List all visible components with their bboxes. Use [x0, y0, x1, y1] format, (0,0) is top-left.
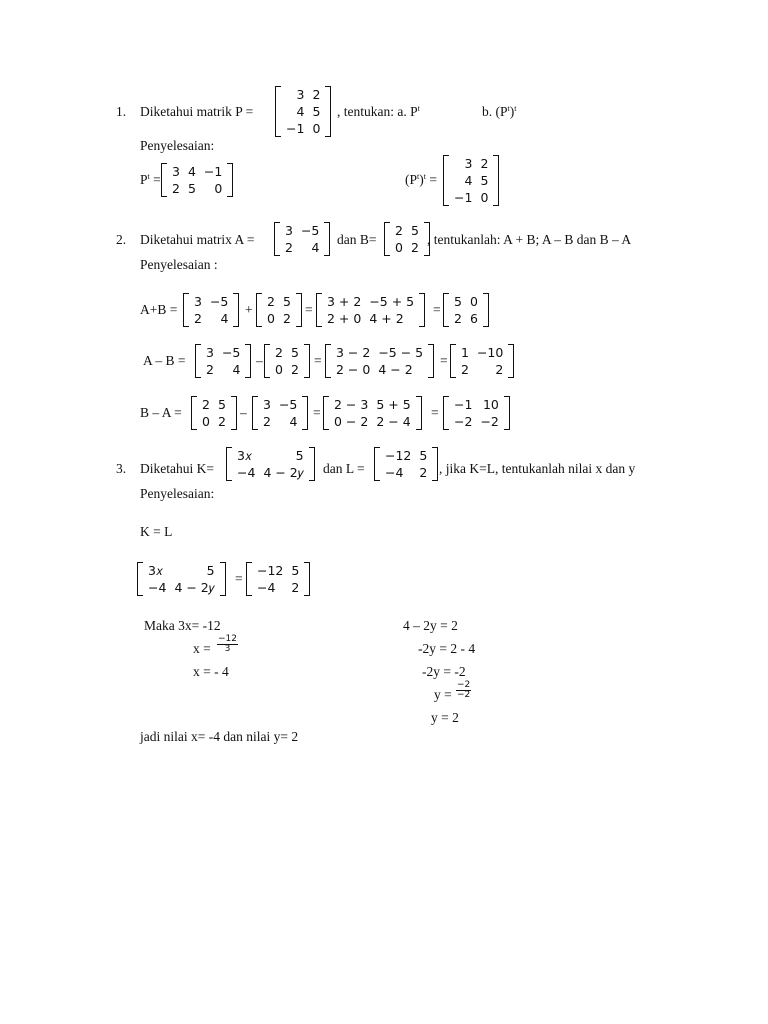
matrix-cell: 2: [410, 240, 419, 255]
matrix-cell: 3: [206, 345, 214, 360]
matrix-cell: 2 + 0: [327, 311, 362, 326]
matrix-cell: −1: [454, 397, 473, 412]
matrix-cell: −5: [221, 345, 241, 360]
bracket-left: [195, 344, 201, 378]
sum-matrix-1: [183, 293, 239, 327]
matrix-cell: 5: [291, 563, 300, 578]
matrix-cell: 5: [187, 181, 196, 196]
bracket-right: [483, 293, 489, 327]
matrix-cell: 4 − 2𝑦: [174, 580, 215, 595]
bracket-left: [246, 562, 252, 596]
bracket-right: [296, 293, 302, 327]
eq-matrix-l: [246, 562, 310, 596]
q1-number: 1.: [116, 104, 127, 119]
matrix-cell: 4: [464, 173, 473, 188]
ptt-label: $(P^t)^t$ =: [405, 172, 437, 187]
matrix-pt: [161, 163, 233, 197]
q3-text-dan: dan L =: [323, 461, 365, 476]
sum-eq-2: =: [433, 302, 441, 317]
q2-text-dan: dan B=: [337, 232, 377, 247]
bracket-left: [443, 293, 449, 327]
maka-line: Maka 3x= -12: [144, 618, 221, 633]
conclusion: jadi nilai x= -4 dan nilai y= 2: [140, 729, 299, 744]
matrix-cell: 2: [172, 181, 180, 196]
q3-text-a: Diketahui K=: [140, 461, 214, 476]
matrix-cell: −10: [476, 345, 504, 360]
matrix-cell: 0: [214, 181, 223, 196]
bma-matrix-3: [323, 396, 422, 430]
bracket-right: [325, 86, 331, 137]
matrix-l: [374, 447, 438, 481]
matrix-cell: −5: [278, 397, 298, 412]
matrix-cell: 0: [469, 294, 478, 309]
y-line-1: 4 – 2y = 2: [403, 618, 458, 633]
matrix-cell: 0: [312, 121, 321, 136]
matrix-cell: 2 − 3: [334, 397, 369, 412]
y-fraction: $\frac{-2}{-2}$: [457, 680, 471, 700]
matrix-cell: −1: [286, 121, 305, 136]
matrix-cell: 4: [289, 414, 298, 429]
bma-result: [443, 396, 510, 430]
matrix-cell: 4 − 2: [378, 362, 413, 377]
matrix-cell: 6: [469, 311, 478, 326]
bracket-right: [419, 293, 425, 327]
matrix-cell: −4: [148, 580, 167, 595]
bracket-right: [231, 396, 237, 430]
matrix-cell: 3: [172, 164, 180, 179]
bracket-left: [325, 344, 331, 378]
bracket-left: [384, 222, 390, 256]
matrix-cell: 3: [285, 223, 293, 238]
matrix-cell: 2: [206, 362, 214, 377]
matrix-cell: −5: [300, 223, 320, 238]
matrix-cell: 2: [194, 311, 202, 326]
bracket-left: [274, 222, 280, 256]
matrix-cell: 3: [296, 87, 305, 102]
matrix-cell: −2: [454, 414, 473, 429]
q1-text-before: Diketahui matrik P =: [140, 104, 254, 119]
matrix-cell: 2: [291, 580, 300, 595]
q2-number: 2.: [116, 232, 127, 247]
matrix-a: [274, 222, 330, 256]
sum-label: A+B =: [140, 302, 178, 317]
sum-op: +: [245, 302, 253, 317]
matrix-cell: −12: [257, 563, 284, 578]
matrix-cell: −12: [385, 448, 412, 463]
matrix-cell: 2: [495, 362, 504, 377]
x-result: x = - 4: [193, 664, 229, 679]
diff-matrix-2: [264, 344, 310, 378]
bracket-left: [256, 293, 262, 327]
matrix-cell: 2: [275, 345, 283, 360]
matrix-k: [226, 447, 315, 481]
bracket-right: [309, 447, 315, 481]
matrix-cell: 3: [464, 156, 473, 171]
matrix-b: [384, 222, 430, 256]
matrix-cell: 2 − 0: [336, 362, 371, 377]
matrix-cell: 2: [461, 362, 469, 377]
bracket-left: [374, 447, 380, 481]
matrix-cell: −2: [480, 414, 499, 429]
sum-eq-1: =: [305, 302, 313, 317]
bracket-left: [323, 396, 329, 430]
bracket-left: [450, 344, 456, 378]
matrix-cell: 4: [232, 362, 241, 377]
matrix-cell: 3: [194, 294, 202, 309]
matrix-cell: 5: [419, 448, 428, 463]
matrix-cell: −4: [385, 465, 404, 480]
matrix-cell: −4: [257, 580, 276, 595]
matrix-cell: 2: [454, 311, 462, 326]
matrix-cell: 2: [312, 87, 321, 102]
q3-text-end: , jika K=L, tentukanlah nilai x dan y: [439, 461, 636, 476]
matrix-cell: 0: [202, 414, 210, 429]
matrix-cell: 3 + 2: [327, 294, 362, 309]
matrix-cell: 2: [263, 414, 271, 429]
matrix-cell: 5: [312, 104, 321, 119]
diff-eq-1: =: [314, 353, 322, 368]
matrix-cell: −5 + 5: [369, 294, 415, 309]
bracket-left: [316, 293, 322, 327]
matrix-cell: 5: [295, 448, 304, 463]
matrix-cell: 4: [296, 104, 305, 119]
bracket-left: [226, 447, 232, 481]
bracket-right: [428, 344, 434, 378]
bma-matrix-1: [191, 396, 237, 430]
bma-op: –: [240, 405, 247, 420]
matrix-cell: 5 + 5: [376, 397, 411, 412]
matrix-cell: 4 + 2: [369, 311, 404, 326]
q1-part-b: b. $(P^t)^t$: [482, 104, 517, 119]
bracket-right: [432, 447, 438, 481]
matrix-cell: 10: [482, 397, 499, 412]
bracket-right: [304, 562, 310, 596]
bma-matrix-2: [252, 396, 308, 430]
matrix-cell: 0: [275, 362, 283, 377]
q3-penyelesaian: Penyelesaian:: [140, 486, 215, 501]
diff-label: A – B =: [143, 353, 186, 368]
matrix-cell: 4: [311, 240, 320, 255]
bracket-left: [443, 396, 449, 430]
q2-text-end: , tentukanlah: A + B; A – B dan B – A: [427, 232, 632, 247]
bracket-right: [493, 155, 499, 206]
matrix-cell: 5: [290, 345, 299, 360]
y-line-2: -2y = 2 - 4: [418, 641, 476, 656]
matrix-cell: 2: [480, 156, 489, 171]
q2-text-a: Diketahui matrix A =: [140, 232, 255, 247]
y-result: y = 2: [431, 710, 459, 725]
matrix-cell: 3𝑥: [237, 448, 252, 463]
matrix-cell: −1: [454, 190, 473, 205]
matrix-cell: 0: [480, 190, 489, 205]
bma-eq-2: =: [431, 405, 439, 420]
matrix-cell: 2: [202, 397, 210, 412]
diff-op: –: [256, 353, 263, 368]
matrix-cell: 2 − 4: [376, 414, 411, 429]
eq-matrix-k: [137, 562, 226, 596]
matrix-cell: 2: [290, 362, 299, 377]
bracket-left: [191, 396, 197, 430]
bracket-right: [504, 396, 510, 430]
pt-label: $P^t$ =: [140, 172, 161, 187]
eq-sign: =: [235, 571, 243, 586]
matrix-cell: 1: [461, 345, 469, 360]
matrix-cell: 3 − 2: [336, 345, 371, 360]
matrix-cell: 2: [267, 294, 275, 309]
bracket-right: [324, 222, 330, 256]
bracket-right: [233, 293, 239, 327]
matrix-cell: 2: [285, 240, 293, 255]
matrix-cell: 2: [395, 223, 403, 238]
bracket-left: [161, 163, 167, 197]
matrix-cell: 0 − 2: [334, 414, 369, 429]
matrix-cell: −5 − 5: [378, 345, 424, 360]
bma-label: B – A =: [140, 405, 182, 420]
bracket-left: [183, 293, 189, 327]
matrix-cell: 0: [267, 311, 275, 326]
matrix-cell: −4: [237, 465, 256, 480]
bracket-right: [304, 344, 310, 378]
sum-matrix-3: [316, 293, 425, 327]
bracket-left: [252, 396, 258, 430]
diff-result: [450, 344, 514, 378]
bracket-right: [245, 344, 251, 378]
matrix-p: [275, 86, 331, 137]
matrix-cell: −5: [209, 294, 229, 309]
matrix-cell: 4 − 2𝑦: [263, 465, 304, 480]
k-eq-l: K = L: [140, 524, 173, 539]
q1-penyelesaian: Penyelesaian:: [140, 138, 215, 153]
matrix-cell: 4: [220, 311, 229, 326]
matrix-cell: −1: [203, 164, 223, 179]
x-fraction: $\frac{-12}{3}$: [218, 634, 237, 654]
sum-result: [443, 293, 489, 327]
bracket-left: [443, 155, 449, 206]
diff-eq-2: =: [440, 353, 448, 368]
matrix-cell: 5: [454, 294, 462, 309]
matrix-cell: 5: [282, 294, 291, 309]
y-eq-label: y =: [434, 687, 452, 702]
matrix-cell: 5: [410, 223, 419, 238]
x-eq-label: x =: [193, 641, 211, 656]
matrix-cell: 4: [187, 164, 196, 179]
bracket-left: [137, 562, 143, 596]
matrix-cell: 5: [480, 173, 489, 188]
y-line-3: -2y = -2: [422, 664, 466, 679]
bracket-right: [220, 562, 226, 596]
matrix-ptt: [443, 155, 499, 206]
diff-matrix-1: [195, 344, 251, 378]
matrix-cell: 2: [217, 414, 226, 429]
q2-penyelesaian: Penyelesaian :: [140, 257, 218, 272]
bracket-right: [508, 344, 514, 378]
q3-number: 3.: [116, 461, 127, 476]
sum-matrix-2: [256, 293, 302, 327]
matrix-cell: 2: [419, 465, 428, 480]
bracket-right: [416, 396, 422, 430]
bracket-right: [302, 396, 308, 430]
bracket-right: [227, 163, 233, 197]
matrix-cell: 2: [282, 311, 291, 326]
bracket-left: [264, 344, 270, 378]
bma-eq-1: =: [313, 405, 321, 420]
matrix-cell: 5: [206, 563, 215, 578]
bracket-left: [275, 86, 281, 137]
matrix-cell: 3: [263, 397, 271, 412]
matrix-cell: 3𝑥: [148, 563, 163, 578]
matrix-cell: 5: [217, 397, 226, 412]
matrix-cell: 0: [395, 240, 403, 255]
diff-matrix-3: [325, 344, 434, 378]
q1-text-after: , tentukan: a. $P^t$: [337, 104, 420, 119]
